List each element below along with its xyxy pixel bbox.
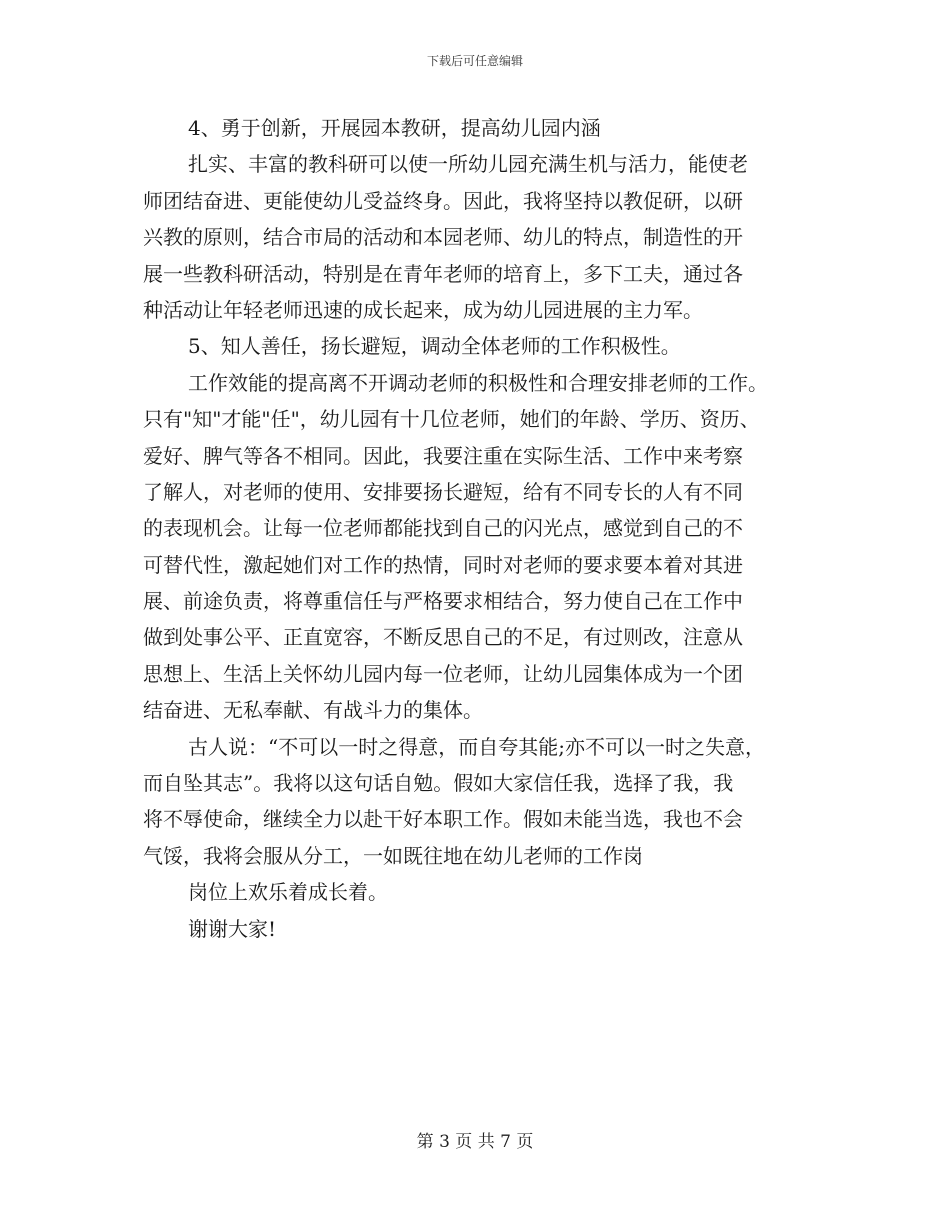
paragraph-line: 思想上、生活上关怀幼儿园内每一位老师，让幼儿园集体成为一个团 bbox=[143, 661, 743, 686]
page-header-note: 下载后可任意编辑 bbox=[426, 54, 523, 68]
paragraph-line: 将不辱使命，继续全力以赴干好本职工作。假如未能当选，我也不会 bbox=[143, 807, 743, 832]
paragraph-line: 展一些教科研活动，特别是在青年老师的培育上，多下工夫，通过各 bbox=[143, 261, 743, 286]
paragraph-line: 可替代性，激起她们对工作的热情，同时对老师的要求要本着对其进 bbox=[143, 552, 743, 577]
paragraph-line: 的表现机会。让每一位老师都能找到自己的闪光点，感觉到自己的不 bbox=[143, 516, 743, 541]
paragraph-line: 师团结奋进、更能使幼儿受益终身。因此，我将坚持以教促研，以研 bbox=[143, 188, 743, 213]
paragraph-line: 5、知人善任，扬长避短，调动全体老师的工作积极性。 bbox=[188, 334, 681, 359]
paragraph-line: 4、勇于创新，开展园本教研，提高幼儿园内涵 bbox=[188, 116, 601, 140]
paragraph-line: 做到处事公平、正直宽容，不断反思自己的不足，有过则改，注意从 bbox=[143, 625, 743, 650]
paragraph-line: 工作效能的提高离不开调动老师的积极性和合理安排老师的工作。 bbox=[188, 370, 768, 395]
paragraph-line: 结奋进、无私奉献、有战斗力的集体。 bbox=[143, 698, 483, 723]
paragraph-line: 了解人，对老师的使用、安排要扬长避短，给有不同专长的人有不同 bbox=[143, 479, 743, 504]
paragraph-line: 古人说：“不可以一时之得意，而自夸其能;亦不可以一时之失意， bbox=[188, 734, 765, 759]
document-body bbox=[143, 110, 843, 947]
page-number: 第 3 页 共 7 页 bbox=[416, 1132, 534, 1152]
paragraph-line: 兴教的原则，结合市局的活动和本园老师、幼儿的特点，制造性的开 bbox=[143, 225, 743, 250]
paragraph-line: 种活动让年轻老师迅速的成长起来，成为幼儿园进展的主力军。 bbox=[143, 297, 703, 322]
paragraph-line: 气馁，我将会服从分工，一如既往地在幼儿老师的工作岗 bbox=[143, 843, 643, 868]
paragraph-line: 扎实、丰富的教科研可以使一所幼儿园充满生机与活力，能使老 bbox=[188, 152, 748, 177]
paragraph-line: 而自坠其志”。我将以这句话自勉。假如大家信任我，选择了我，我 bbox=[143, 771, 734, 796]
paragraph-line: 岗位上欢乐着成长着。 bbox=[188, 880, 388, 905]
paragraph-line: 展、前途负责，将尊重信任与严格要求相结合，努力使自己在工作中 bbox=[143, 589, 743, 614]
paragraph-line: 只有"知"才能"任"，幼儿园有十几位老师，她们的年龄、学历、资历、 bbox=[143, 407, 760, 432]
closing-line: 谢谢大家! bbox=[188, 916, 277, 941]
paragraph-line: 爱好、脾气等各不相同。因此，我要注重在实际生活、工作中来考察 bbox=[143, 443, 743, 468]
